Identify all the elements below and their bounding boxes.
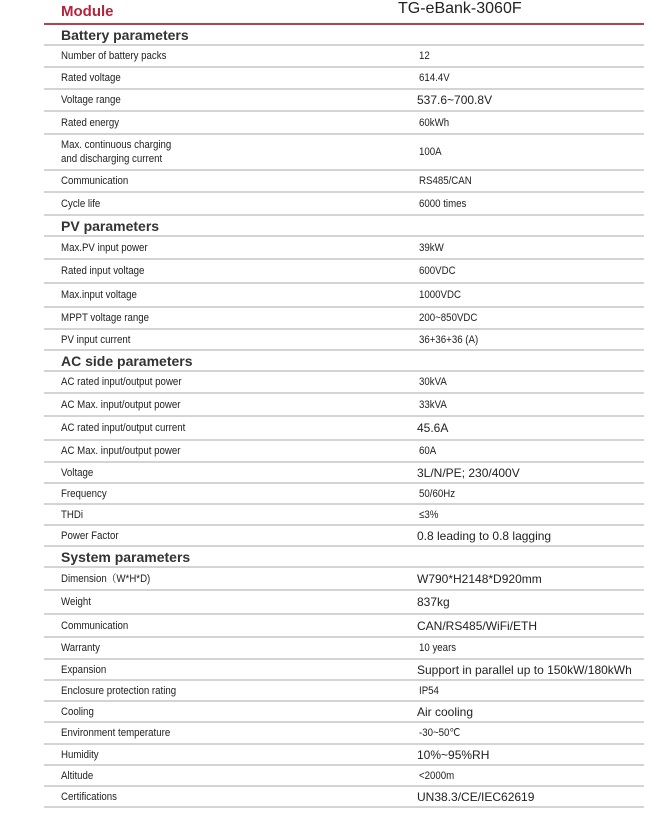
- spec-row: [44, 484, 644, 505]
- spec-label: THDi: [61, 509, 84, 521]
- spec-row: [44, 591, 644, 615]
- spec-label: AC rated input/output current: [61, 422, 186, 434]
- spec-value: 10 years: [419, 642, 457, 654]
- spec-label: AC Max. input/output power: [61, 399, 181, 411]
- spec-value: 200~850VDC: [419, 312, 478, 324]
- spec-label: PV input current: [61, 334, 131, 346]
- spec-value: 0.8 leading to 0.8 lagging: [417, 529, 552, 543]
- spec-label: Warranty: [61, 642, 100, 654]
- spec-label: Max.input voltage: [61, 289, 137, 301]
- section-title: System parameters: [61, 549, 191, 565]
- spec-table: [44, 0, 644, 808]
- spec-label: AC Max. input/output power: [61, 445, 181, 457]
- spec-value: 837kg: [417, 595, 450, 609]
- spec-label: Communication: [61, 620, 129, 632]
- spec-row: [44, 660, 644, 681]
- spec-row: [44, 463, 644, 484]
- spec-label: Cycle life: [61, 198, 101, 210]
- section-header: [44, 25, 644, 46]
- spec-value: 36+36+36 (A): [419, 334, 479, 346]
- spec-label: Voltage range: [61, 94, 121, 106]
- spec-value: 1000VDC: [419, 289, 461, 301]
- spec-row: [44, 112, 644, 135]
- spec-row: [44, 46, 644, 68]
- spec-value: W790*H2148*D920mm: [417, 572, 542, 586]
- spec-value: 33kVA: [419, 399, 447, 411]
- spec-label: Rated energy: [61, 117, 120, 129]
- spec-row: [44, 745, 644, 766]
- spec-row: [44, 372, 644, 394]
- spec-row: [44, 441, 644, 463]
- spec-row: [44, 394, 644, 417]
- spec-value: IP54: [419, 685, 439, 697]
- spec-value: 3L/N/PE; 230/400V: [417, 466, 520, 480]
- spec-label: Altitude: [61, 770, 94, 782]
- spec-label: Frequency: [61, 488, 107, 500]
- spec-label: Max.PV input power: [61, 242, 148, 254]
- module-model: TG-eBank-3060F: [398, 0, 522, 17]
- spec-value: 30kVA: [419, 376, 447, 388]
- spec-row: [44, 68, 644, 90]
- spec-label: Enclosure protection rating: [61, 685, 177, 697]
- spec-row: [44, 702, 644, 723]
- spec-label: Communication: [61, 175, 129, 187]
- spec-value: 6000 times: [419, 198, 467, 210]
- spec-label-line2: and discharging current: [61, 153, 163, 165]
- spec-value: 537.6~700.8V: [417, 93, 493, 107]
- spec-row: [44, 723, 644, 745]
- section-header: [44, 351, 644, 372]
- spec-value: 600VDC: [419, 265, 456, 277]
- spec-row: [44, 330, 644, 351]
- spec-row: [44, 308, 644, 330]
- spec-label: MPPT voltage range: [61, 312, 150, 324]
- spec-label: AC rated input/output power: [61, 376, 182, 388]
- spec-label: Environment temperature: [61, 727, 171, 739]
- spec-value: -30~50℃: [419, 727, 461, 739]
- spec-value: 12: [419, 50, 430, 62]
- spec-value: 60A: [419, 445, 437, 457]
- spec-value: 39kW: [419, 242, 444, 254]
- spec-row: [44, 681, 644, 702]
- spec-label: Voltage: [61, 467, 94, 479]
- section-title: Battery parameters: [61, 27, 189, 43]
- spec-label: Power Factor: [61, 530, 119, 542]
- section-header: [44, 216, 644, 237]
- spec-label: Cooling: [61, 706, 94, 718]
- spec-label: Expansion: [61, 664, 107, 676]
- spec-value: 45.6A: [417, 421, 449, 435]
- section-header: [44, 547, 644, 568]
- spec-row: [44, 135, 644, 171]
- spec-value: Support in parallel up to 150kW/180kWh: [417, 663, 632, 677]
- spec-label: Humidity: [61, 749, 99, 761]
- table-body: [44, 25, 644, 808]
- spec-value: ≤3%: [419, 509, 439, 521]
- spec-row: [44, 568, 644, 591]
- spec-label: Certifications: [61, 791, 117, 803]
- spec-label: Rated voltage: [61, 72, 121, 84]
- spec-row: [44, 615, 644, 638]
- spec-value: RS485/CAN: [419, 175, 472, 187]
- table-header: [44, 0, 644, 25]
- spec-value: <2000m: [419, 770, 455, 782]
- spec-row: [44, 260, 644, 284]
- spec-value: Air cooling: [417, 705, 474, 719]
- spec-label: Rated input voltage: [61, 265, 145, 277]
- spec-row: [44, 766, 644, 787]
- spec-value: 100A: [419, 146, 442, 158]
- spec-label: Weight: [61, 596, 91, 608]
- spec-row: [44, 505, 644, 526]
- spec-row: [44, 417, 644, 441]
- module-label: Module: [61, 3, 114, 20]
- spec-value: CAN/RS485/WiFi/ETH: [417, 619, 538, 633]
- spec-row: [44, 237, 644, 260]
- spec-value: 50/60Hz: [419, 488, 456, 500]
- spec-value: 10%~95%RH: [417, 748, 490, 762]
- spec-row: [44, 787, 644, 808]
- spec-row: [44, 284, 644, 308]
- spec-row: [44, 526, 644, 547]
- spec-value: 614.4V: [419, 72, 450, 84]
- spec-label: Dimension（W*H*D): [61, 573, 151, 585]
- spec-value: UN38.3/CE/IEC62619: [417, 790, 535, 804]
- spec-label: Max. continuous charging: [61, 139, 172, 151]
- section-title: PV parameters: [61, 218, 160, 234]
- spec-row: [44, 90, 644, 112]
- spec-label: Number of battery packs: [61, 50, 167, 62]
- section-title: AC side parameters: [61, 353, 193, 369]
- spec-row: [44, 638, 644, 660]
- spec-value: 60kWh: [419, 117, 450, 129]
- spec-row: [44, 171, 644, 193]
- spec-row: [44, 193, 644, 216]
